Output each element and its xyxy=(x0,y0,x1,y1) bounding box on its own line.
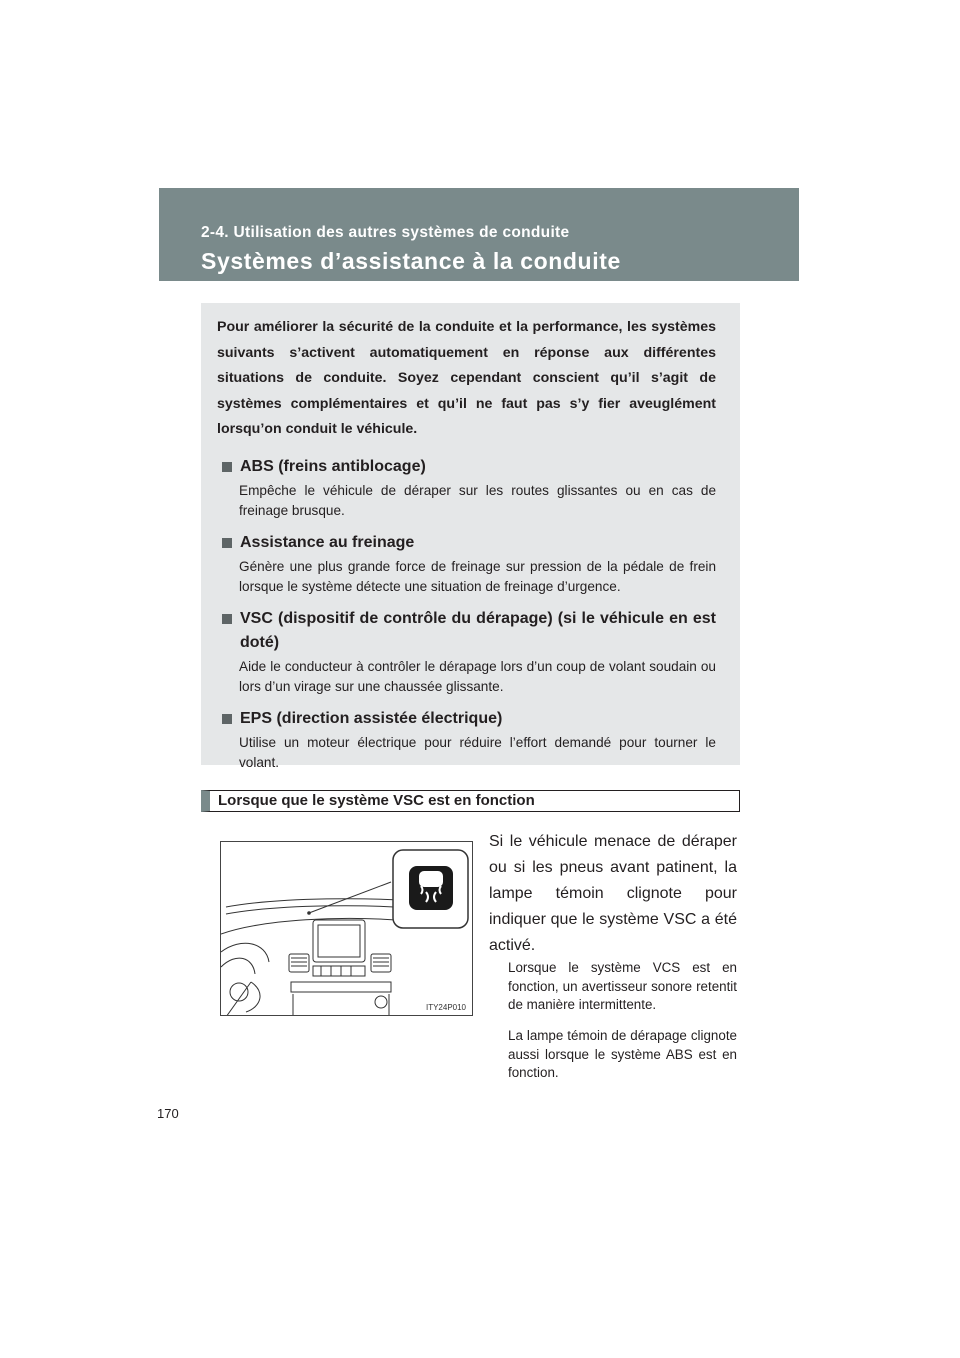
vsc-note-1: Lorsque le système VCS est en fonction, un avertisseur sonore retentit de manière intermittente. xyxy=(508,960,737,1012)
system-description: Génère une plus grande force de freinage sur pression de la pédale de frein lorsque le système détecte une situation de freinage d’urgence. xyxy=(239,558,716,594)
figure-code: ITY24P010 xyxy=(425,1003,466,1012)
square-bullet-icon xyxy=(222,714,232,724)
page-number: 170 xyxy=(157,1106,179,1121)
system-description: Utilise un moteur électrique pour réduire l’effort demandé pour tourner le volant. xyxy=(239,734,716,770)
summary-box xyxy=(201,303,740,770)
system-description: Empêche le véhicule de déraper sur les routes glissantes ou en cas de freinage brusque. xyxy=(239,482,716,518)
system-item-abs xyxy=(217,455,716,521)
square-bullet-icon xyxy=(222,614,232,624)
system-title: EPS (direction assistée électrique) xyxy=(240,709,503,727)
intro-paragraph: Pour améliorer la sécurité de la conduite et la performance, les systèmes suivants s’activent automatiquement en réponse aux différentes situations de conduite. Soyez cependant conscient qu’il s’agit de systèmes complémentaires et qu’il ne faut pas s’y fier aveuglément lorsqu’on conduit le véhicule. xyxy=(217,319,716,437)
system-title: ABS (freins antiblocage) xyxy=(240,457,426,475)
section-label: 2-4. Utilisation des autres systèmes de conduite xyxy=(201,224,570,241)
system-title: VSC (dispositif de contrôle du dérapage) (si le véhicule en est doté) xyxy=(240,609,716,651)
dashboard-illustration xyxy=(220,841,473,1016)
system-item-brake-assist xyxy=(217,531,716,597)
system-item-vsc xyxy=(217,607,716,697)
dashboard-drawing xyxy=(221,842,473,1016)
chapter-header xyxy=(159,188,799,281)
square-bullet-icon xyxy=(222,462,232,472)
page-title: Systèmes d’assistance à la conduite xyxy=(201,248,621,274)
system-title: Assistance au freinage xyxy=(240,533,415,551)
vsc-section-heading: Lorsque que le système VSC est en fonction xyxy=(201,790,740,812)
vsc-description: Si le véhicule menace de déraper ou si les pneus avant patinent, la lampe témoin clignote pour indiquer que le système VSC a été activé. xyxy=(489,833,737,954)
system-item-eps xyxy=(217,707,716,773)
system-description: Aide le conducteur à contrôler le dérapage lors d’un coup de volant soudain ou lors d’un virage sur une chaussée glissante. xyxy=(239,658,716,694)
square-bullet-icon xyxy=(222,538,232,548)
vsc-note-2: La lampe témoin de dérapage clignote aussi lorsque le système ABS est en fonction. xyxy=(508,1028,737,1080)
